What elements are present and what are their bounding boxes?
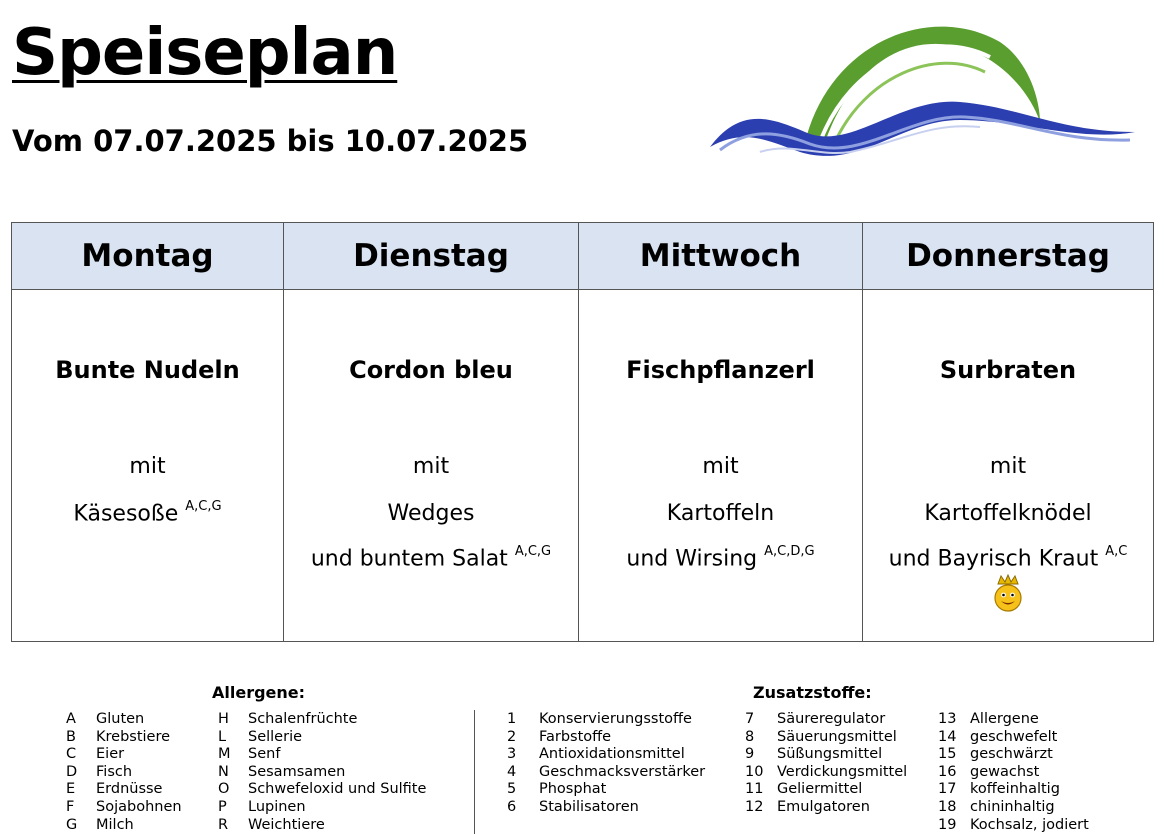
additive-item: [938, 729, 1057, 745]
additive-item: [507, 711, 692, 727]
additive-item: [507, 781, 606, 797]
allergen-code: R: [218, 816, 229, 833]
allergen-code: M: [218, 746, 231, 763]
additive-name: Emulgatoren: [777, 799, 870, 815]
additive-item: [507, 799, 639, 815]
with-text: mit: [989, 454, 1027, 479]
additive-code: 18: [938, 799, 957, 815]
additive-name: Verdickungsmittel: [777, 763, 908, 780]
additive-item: [745, 764, 907, 780]
additive-code: 12: [745, 799, 764, 815]
side-dish-1: Kartoffelknödel: [924, 501, 1092, 526]
side-dish-1: Käsesoße $^{A,C,G}$: [73, 499, 222, 527]
additive-code: 11: [745, 781, 764, 798]
allergens-heading: Allergene:: [212, 683, 306, 702]
allergen-code: L: [218, 728, 227, 745]
allergen-item: [66, 799, 182, 815]
allergen-name: Senf: [248, 746, 281, 763]
allergen-item: [66, 781, 162, 797]
additive-name: Kochsalz, jodiert: [970, 816, 1089, 833]
additive-item: [507, 746, 685, 762]
main-dish: Fischpflanzerl: [626, 356, 815, 384]
allergen-code: G: [66, 816, 78, 833]
additive-code: 7: [745, 711, 755, 727]
additive-name: Geliermittel: [777, 781, 863, 798]
allergen-item: [218, 781, 426, 797]
additive-code: 6: [507, 799, 517, 815]
allergen-name: Krebstiere: [96, 728, 171, 745]
allergen-name: Lupinen: [248, 799, 306, 815]
allergen-code: N: [218, 763, 229, 780]
additive-name: koffeinhaltig: [970, 781, 1060, 798]
allergen-item: [218, 817, 325, 833]
allergen-item: [66, 729, 170, 745]
additive-name: Konservierungsstoffe: [539, 711, 692, 727]
day-cell-thursday: [862, 289, 1154, 642]
additive-code: 3: [507, 746, 517, 763]
additive-code: 5: [507, 781, 517, 798]
additive-name: Säuerungsmittel: [777, 728, 897, 745]
allergen-name: Gluten: [96, 711, 145, 727]
additive-name: Farbstoffe: [539, 728, 612, 745]
allergen-name: Milch: [96, 816, 134, 833]
allergen-name: Erdnüsse: [96, 781, 163, 798]
allergen-code: P: [218, 799, 227, 815]
additive-code: 19: [938, 816, 957, 833]
allergen-item: [218, 799, 306, 815]
additive-code: 4: [507, 763, 517, 780]
additive-name: geschwärzt: [970, 746, 1053, 763]
day-cell-tuesday: [283, 289, 579, 642]
allergen-code: H: [218, 711, 229, 727]
allergen-item: [218, 711, 357, 727]
day-header-wednesday: Mittwoch: [578, 222, 863, 290]
wave-arc-logo: [700, 2, 1140, 172]
allergen-name: Sojabohnen: [96, 799, 182, 815]
side-dish-1: Kartoffeln: [666, 501, 775, 526]
additive-name: Säureregulator: [777, 711, 886, 727]
additive-code: 16: [938, 763, 957, 780]
allergen-name: Schwefeloxid und Sulfite: [248, 781, 427, 798]
additive-name: chininhaltig: [970, 799, 1055, 815]
additive-item: [745, 746, 882, 762]
allergen-item: [66, 817, 134, 833]
legend-divider: [474, 710, 475, 834]
additive-name: Geschmacksverstärker: [539, 763, 706, 780]
allergen-item: [66, 764, 132, 780]
additive-code: 2: [507, 728, 517, 745]
allergen-name: Sellerie: [248, 728, 303, 745]
allergen-codes: A,C,D,G: [764, 544, 815, 559]
additive-name: gewachst: [970, 763, 1040, 780]
menu-table: [11, 222, 1154, 642]
allergen-code: O: [218, 781, 230, 798]
allergen-code: B: [66, 728, 76, 745]
additive-name: Stabilisatoren: [539, 799, 639, 815]
additive-item: [745, 799, 870, 815]
additive-item: [938, 817, 1089, 833]
additive-item: [507, 764, 705, 780]
page-title: Speiseplan: [12, 16, 398, 90]
allergen-item: [218, 764, 345, 780]
allergen-name: Fisch: [96, 763, 133, 780]
additive-name: Phosphat: [539, 781, 607, 798]
day-cell-wednesday: [578, 289, 863, 642]
allergen-item: [66, 746, 124, 762]
crowned-smiley-icon: [992, 574, 1024, 612]
additive-item: [938, 764, 1039, 780]
additive-code: 9: [745, 746, 755, 763]
additive-code: 15: [938, 746, 957, 763]
day-header-tuesday: Dienstag: [283, 222, 579, 290]
day-cell-monday: [11, 289, 284, 642]
allergen-codes: A,C,G: [514, 544, 552, 559]
additive-name: geschwefelt: [970, 728, 1058, 745]
additive-item: [938, 711, 1039, 727]
additive-item: [745, 781, 862, 797]
additives-heading: Zusatzstoffe:: [753, 683, 872, 702]
day-header-monday: Montag: [11, 222, 284, 290]
additive-code: 14: [938, 728, 957, 745]
additive-item: [938, 781, 1060, 797]
additive-code: 1: [507, 711, 517, 727]
additive-item: [507, 729, 611, 745]
main-dish: Bunte Nudeln: [55, 356, 240, 384]
allergen-name: Weichtiere: [248, 816, 325, 833]
allergen-codes: A,C: [1105, 544, 1128, 559]
date-range: Vom 07.07.2025 bis 10.07.2025: [12, 124, 529, 158]
with-text: mit: [412, 454, 450, 479]
additive-item: [938, 799, 1055, 815]
allergen-code: A: [66, 711, 76, 727]
additive-code: 8: [745, 728, 755, 745]
side-dish-1: Wedges: [387, 501, 475, 526]
additive-code: 10: [745, 763, 764, 780]
allergen-code: F: [66, 799, 75, 815]
allergen-code: E: [66, 781, 76, 798]
additive-item: [745, 729, 897, 745]
allergen-name: Eier: [96, 746, 125, 763]
allergen-code: C: [66, 746, 77, 763]
allergen-name: Sesamsamen: [248, 763, 346, 780]
main-dish: Cordon bleu: [349, 356, 513, 384]
day-header-thursday: Donnerstag: [862, 222, 1154, 290]
main-dish: Surbraten: [939, 356, 1077, 384]
allergen-code: D: [66, 763, 78, 780]
allergen-item: [218, 746, 280, 762]
additive-code: 13: [938, 711, 957, 727]
allergen-codes: A,C,G: [185, 499, 222, 514]
additive-name: Süßungsmittel: [777, 746, 883, 763]
additive-name: Antioxidationsmittel: [539, 746, 685, 763]
allergen-name: Schalenfrüchte: [248, 711, 358, 727]
with-text: mit: [129, 454, 166, 479]
allergen-item: [218, 729, 302, 745]
with-text: mit: [702, 454, 739, 479]
side-dish-2: und Wirsing $^{A,C,D,G}$: [626, 544, 815, 572]
side-dish-2: und Bayrisch Kraut $^{A,C}$: [888, 544, 1128, 572]
additive-item: [938, 746, 1053, 762]
allergen-item: [66, 711, 144, 727]
additive-item: [745, 711, 885, 727]
additive-code: 17: [938, 781, 957, 798]
side-dish-2: und buntem Salat $^{A,C,G}$: [310, 544, 552, 572]
additive-name: Allergene: [970, 711, 1039, 727]
